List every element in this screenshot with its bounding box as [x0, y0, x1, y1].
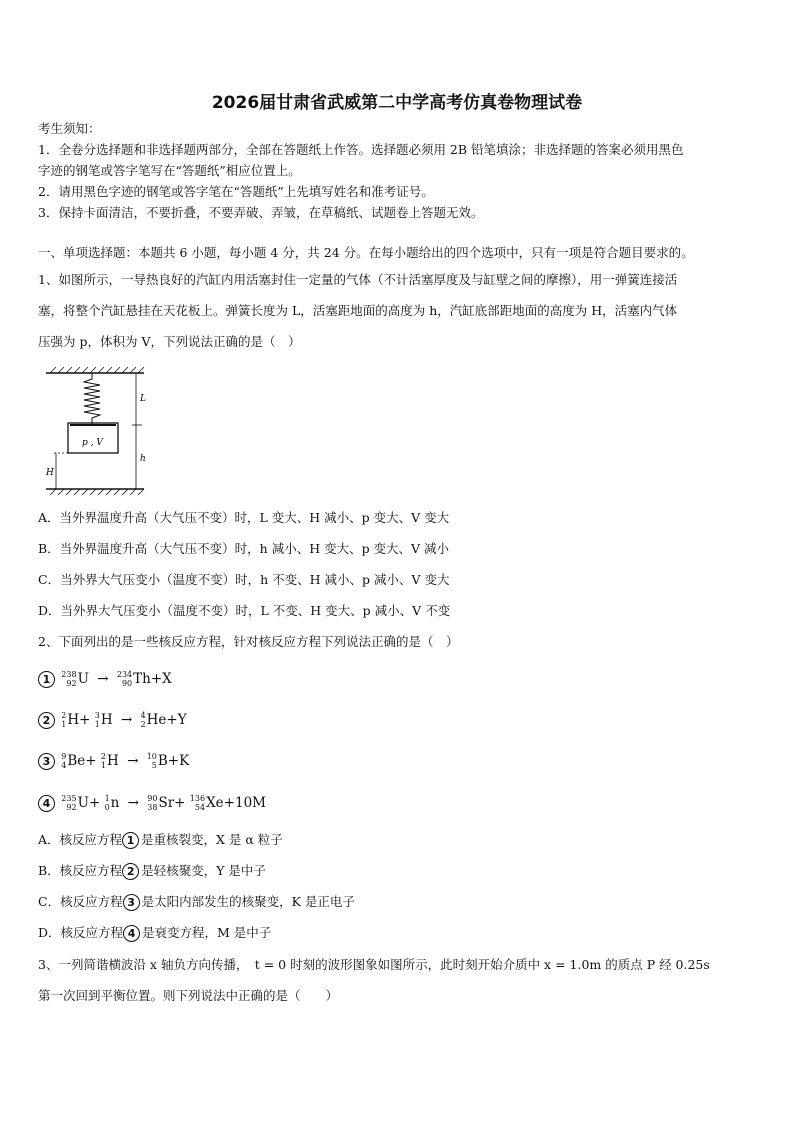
q2-option-d: D．核反应方程 4 是衰变方程，M 是中子 — [38, 925, 272, 940]
circled-number: 2 — [38, 712, 55, 729]
equation-3: 3 9 4 Be+ 2 1 H → 10 5 B+K — [38, 752, 189, 770]
equation-2: 2 2 1 H+ 3 1 H → 4 2 He+Y — [38, 711, 187, 729]
equation-1: 1 238 92 U → 234 90 Th+X — [38, 670, 172, 688]
notice-line: 1．全卷分选择题和非选择题两部分，全部在答题纸上作答。选择题必须用 2B 铅笔填涂；非选择题的答案必须用黑色 — [38, 142, 684, 157]
q2-stem: 2、下面列出的是一些核反应方程，针对核反应方程下列说法正确的是（ ） — [38, 634, 459, 649]
circled-number: 1 — [122, 832, 139, 849]
L-label: L — [140, 394, 146, 404]
notice-line: 2．请用黑色字迹的钢笔或答字笔在“答题纸”上先填写姓名和准考证号。 — [38, 184, 434, 199]
equation-4: 4 235 92 U+ 1 0 n → 90 38 Sr+ 136 54 Xe+10M — [38, 794, 266, 812]
q1-option-d: D．当外界大气压变小（温度不变）时，L 不变、H 变大、p 减小、V 不变 — [38, 603, 451, 618]
H-label: H — [46, 468, 54, 478]
q2-option-b: B．核反应方程 2 是轻核聚变，Y 是中子 — [38, 863, 266, 878]
q3-stem-line: 3、一列简谐横波沿 x 轴负方向传播， t = 0 时刻的波形图象如图所示，此时刻开始介质中 x = 1.0m 的质点 P 经 0.25s — [38, 957, 710, 972]
q1-stem-line: 压强为 p，体积为 V，下列说法正确的是（ ） — [38, 334, 301, 349]
circled-number: 3 — [38, 753, 55, 770]
circled-number: 4 — [38, 795, 55, 812]
q1-option-c: C．当外界大气压变小（温度不变）时，h 不变、H 减小、p 减小、V 变大 — [38, 572, 450, 587]
h-label: h — [140, 454, 146, 464]
q1-option-b: B．当外界温度升高（大气压不变）时，h 减小、H 变大、p 变大、V 减小 — [38, 541, 450, 556]
q2-option-a: A．核反应方程 1 是重核裂变，X 是 α 粒子 — [38, 832, 283, 847]
notice-line: 字迹的钢笔或答字笔写在“答题纸”相应位置上。 — [38, 163, 301, 178]
circled-number: 1 — [38, 671, 55, 688]
q1-stem-line: 塞，将整个汽缸悬挂在天花板上。弹簧长度为 L，活塞距地面的高度为 h，汽缸底部距地面的高度为 H，活塞内气体 — [38, 303, 678, 318]
circled-number: 4 — [123, 925, 140, 942]
cylinder-spring-figure — [40, 365, 160, 495]
notice-line: 3．保持卡面清洁，不要折叠，不要弄破、弄皱，在草稿纸、试题卷上答题无效。 — [38, 205, 484, 220]
q3-stem-line: 第一次回到平衡位置。则下列说法中正确的是（ ） — [38, 988, 339, 1003]
q1-option-a: A．当外界温度升高（大气压不变）时，L 变大、H 减小、p 变大、V 变大 — [38, 510, 450, 525]
page-title: 2026届甘肃省武威第二中学高考仿真卷物理试卷 — [211, 93, 583, 113]
section-heading: 一、单项选择题：本题共 6 小题，每小题 4 分，共 24 分。在每小题给出的四个选项中，只有一项是符合题目要求的。 — [38, 245, 694, 260]
q1-stem-line: 1、如图所示，一导热良好的汽缸内用活塞封住一定量的气体（不计活塞厚度及与缸壁之间的摩擦），用一弹簧连接活 — [38, 272, 678, 287]
circled-number: 3 — [123, 894, 140, 911]
pv-label: p , V — [82, 438, 103, 448]
q2-option-c: C．核反应方程 3 是太阳内部发生的核聚变，K 是正电子 — [38, 894, 355, 909]
notice-heading: 考生须知： — [38, 121, 101, 136]
circled-number: 2 — [122, 863, 139, 880]
